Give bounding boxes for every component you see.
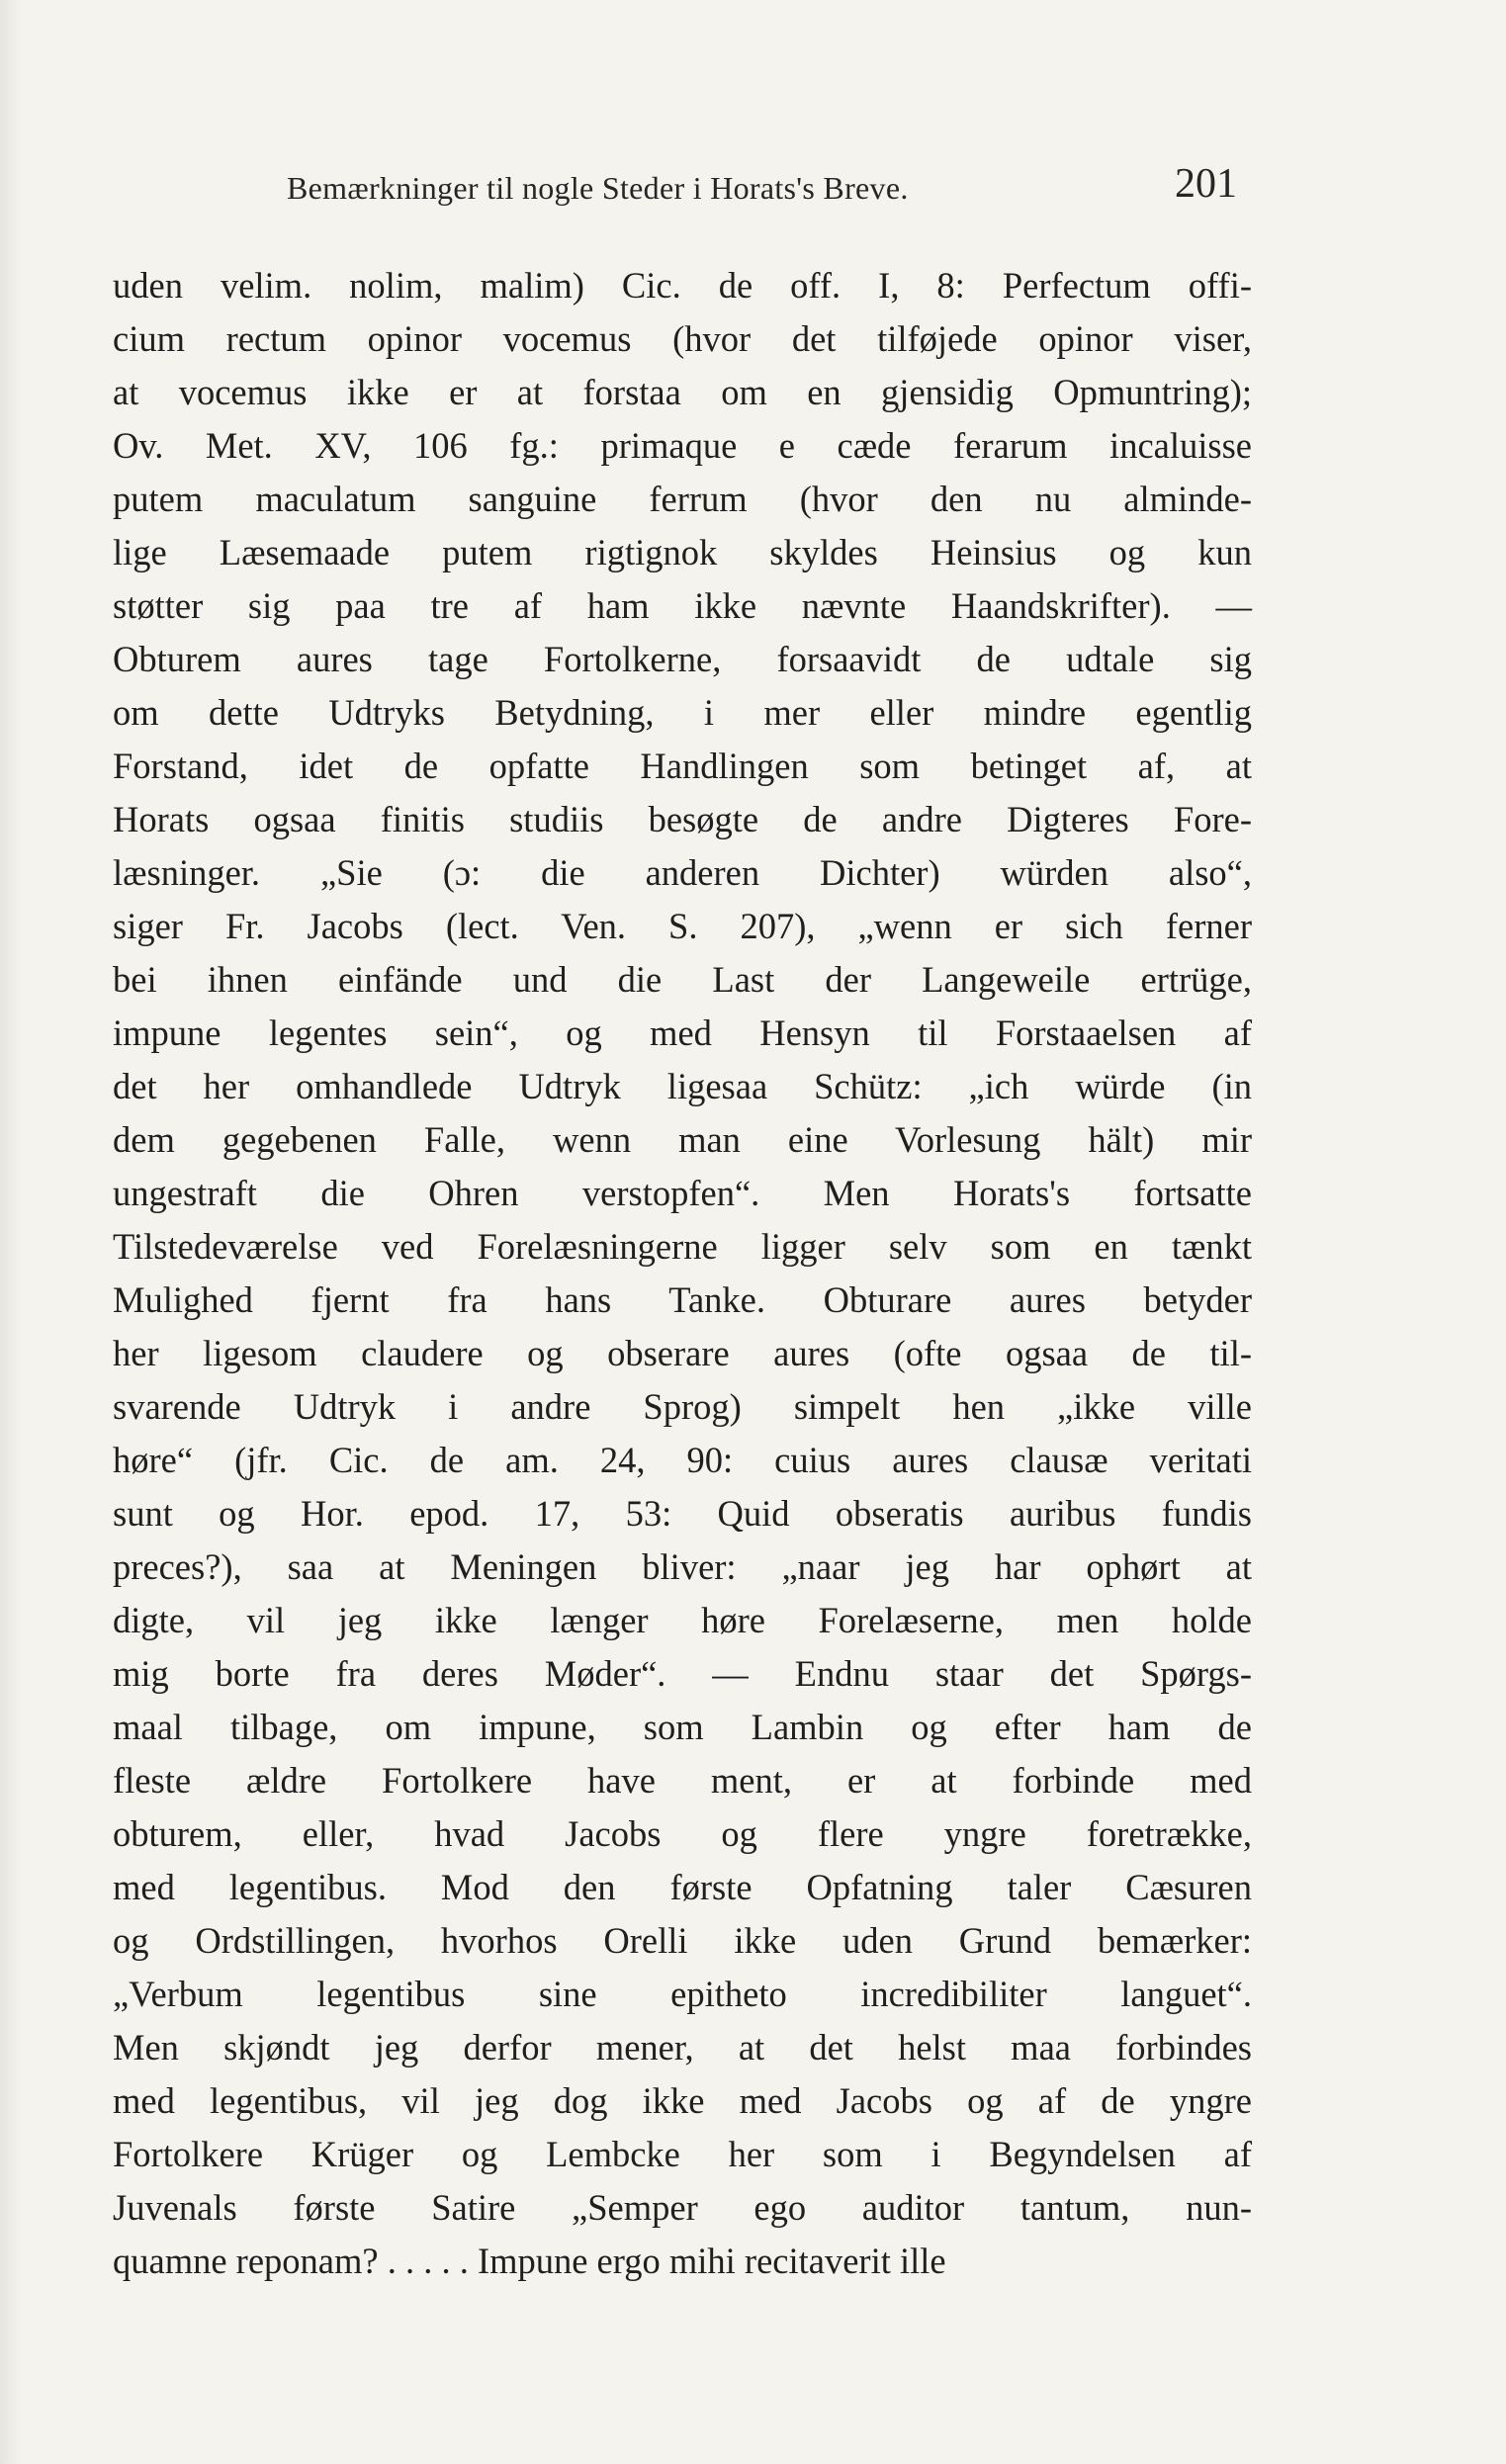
text-line: maal tilbage, om impune, som Lambin og efter ham de [113,1707,1252,1747]
text-line: Tilstedeværelse ved Forelæsningerne ligger selv som en tænkt [113,1226,1252,1267]
text-line: Horats ogsaa finitis studiis besøgte de andre Digteres Fore- [113,799,1252,839]
text-line: obturem, eller, hvad Jacobs og flere yngre foretrække, [113,1813,1252,1854]
text-line: putem maculatum sanguine ferrum (hvor den nu alminde- [113,479,1252,519]
text-line: Ov. Met. XV, 106 fg.: primaque e cæde ferarum incaluisse [113,425,1252,466]
text-line: med legentibus. Mod den første Opfatning taler Cæsuren [113,1867,1252,1907]
text-line: svarende Udtryk i andre Sprog) simpelt hen „ikke ville [113,1386,1252,1427]
text-line: her ligesom claudere og obserare aures (ofte ogsaa de til- [113,1333,1252,1373]
text-line: at vocemus ikke er at forstaa om en gjensidig Opmuntring); [113,372,1252,412]
text-line: digte, vil jeg ikke længer høre Forelæserne, men holde [113,1600,1252,1640]
text-line: Forstand, idet de opfatte Handlingen som betinget af, at [113,746,1252,786]
text-line: sunt og Hor. epod. 17, 53: Quid obseratis auribus fundis [113,1493,1252,1534]
text-line: quamne reponam? . . . . . Impune ergo mihi recitaverit ille [113,2241,946,2281]
text-line: cium rectum opinor vocemus (hvor det tilføjede opinor viser, [113,318,1252,359]
page-number: 201 [1175,161,1237,207]
text-line: impune legentes sein“, og med Hensyn til Forstaaelsen af [113,1012,1252,1053]
text-line: „Verbum legentibus sine epitheto incredibiliter languet“. [113,1974,1252,2014]
text-line: mig borte fra deres Møder“. — Endnu staar det Spørgs- [113,1653,1252,1694]
text-line: med legentibus, vil jeg dog ikke med Jacobs og af de yngre [113,2080,1252,2121]
text-line: det her omhandlede Udtryk ligesaa Schütz: „ich würde (in [113,1066,1252,1106]
text-line: Mulighed fjernt fra hans Tanke. Obturare aures betyder [113,1279,1252,1320]
running-head: Bemærkninger til nogle Steder i Horats's Breve. [287,170,909,206]
text-line: siger Fr. Jacobs (lect. Ven. S. 207), „wenn er sich ferner [113,906,1252,946]
text-line: ungestraft die Ohren verstopfen“. Men Horats's fortsatte [113,1173,1252,1213]
text-line: Juvenals første Satire „Semper ego auditor tantum, nun- [113,2187,1252,2228]
text-line: dem gegebenen Falle, wenn man eine Vorlesung hält) mir [113,1119,1252,1160]
text-line: lige Læsemaade putem rigtignok skyldes Heinsius og kun [113,532,1252,572]
page-edge-shadow [0,0,22,2464]
text-line: Men skjøndt jeg derfor mener, at det helst maa forbindes [113,2027,1252,2068]
text-line: Fortolkere Krüger og Lembcke her som i Begyndelsen af [113,2134,1252,2174]
text-line: høre“ (jfr. Cic. de am. 24, 90: cuius aures clausæ veritati [113,1440,1252,1480]
text-line: om dette Udtryks Betydning, i mer eller mindre egentlig [113,692,1252,733]
text-line: læsninger. „Sie (ɔ: die anderen Dichter) würden also“, [113,852,1252,893]
text-line: og Ordstillingen, hvorhos Orelli ikke uden Grund bemærker: [113,1920,1252,1961]
text-line: Obturem aures tage Fortolkerne, forsaavidt de udtale sig [113,639,1252,679]
text-line: bei ihnen einfände und die Last der Langeweile ertrüge, [113,959,1252,1000]
text-line: støtter sig paa tre af ham ikke nævnte Haandskrifter). — [113,585,1252,626]
body-text [113,259,1252,2288]
text-line: uden velim. nolim, malim) Cic. de off. I, 8: Perfectum offi- [113,265,1252,306]
text-line: preces?), saa at Meningen bliver: „naar jeg har ophørt at [113,1546,1252,1587]
text-line: fleste ældre Fortolkere have ment, er at forbinde med [113,1760,1252,1801]
